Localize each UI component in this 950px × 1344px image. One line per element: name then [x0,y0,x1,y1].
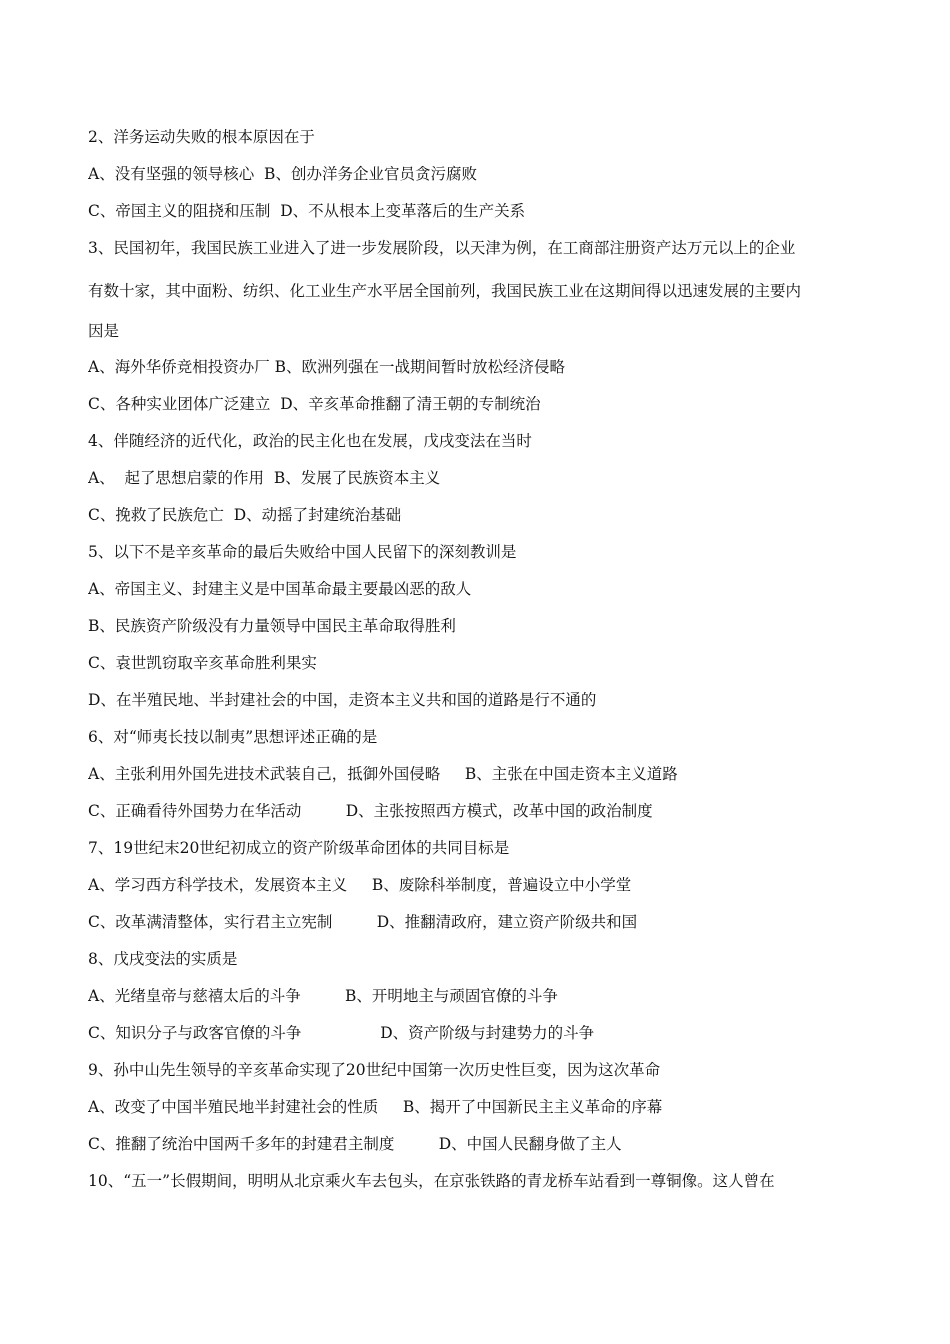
question-4-stem: 4、伴随经济的近代化，政治的民主化也在发展，戊戌变法在当时 [88,432,532,450]
question-3-stem-line-2: 有数十家，其中面粉、纺织、化工业生产水平居全国前列，我国民族工业在这期间得以迅速发展的主要内 [88,282,802,300]
question-7-stem: 7、19世纪末20世纪初成立的资产阶级革命团体的共同目标是 [88,839,510,857]
question-3-options-cd: C、各种实业团体广泛建立 D、辛亥革命推翻了清王朝的专制统治 [88,395,541,413]
question-10-stem: 10、“五一”长假期间，明明从北京乘火车去包头，在京张铁路的青龙桥车站看到一尊铜像。这人曾在 [88,1172,775,1190]
question-7-options-cd: C、改革满清整体，实行君主立宪制 D、推翻清政府，建立资产阶级共和国 [88,913,638,931]
question-3-options-ab: A、海外华侨竞相投资办厂 B、欧洲列强在一战期间暂时放松经济侵略 [88,358,566,376]
question-8-stem: 8、戊戌变法的实质是 [88,950,238,968]
question-4-options-cd: C、挽救了民族危亡 D、动摇了封建统治基础 [88,506,402,524]
question-5-option-c: C、袁世凯窃取辛亥革命胜利果实 [88,654,317,672]
question-6-options-ab: A、主张利用外国先进技术武装自己，抵御外国侵略 B、主张在中国走资本主义道路 [88,765,678,783]
question-5-stem: 5、以下不是辛亥革命的最后失败给中国人民留下的深刻教训是 [88,543,517,561]
question-9-stem: 9、孙中山先生领导的辛亥革命实现了20世纪中国第一次历史性巨变，因为这次革命 [88,1061,661,1079]
question-9-options-ab: A、改变了中国半殖民地半封建社会的性质 B、揭开了中国新民主主义革命的序幕 [88,1098,663,1116]
question-6-options-cd: C、正确看待外国势力在华活动 D、主张按照西方模式，改革中国的政治制度 [88,802,653,820]
question-5-option-b: B、民族资产阶级没有力量领导中国民主革命取得胜利 [88,617,456,635]
question-8-options-ab: A、光绪皇帝与慈禧太后的斗争 B、开明地主与顽固官僚的斗争 [88,987,558,1005]
question-2-options-cd: C、帝国主义的阻挠和压制 D、不从根本上变革落后的生产关系 [88,202,526,220]
question-5-option-d: D、在半殖民地、半封建社会的中国，走资本主义共和国的道路是行不通的 [88,691,597,709]
question-2-stem: 2、洋务运动失败的根本原因在于 [88,128,315,146]
question-3-stem-line-1: 3、民国初年，我国民族工业进入了进一步发展阶段，以天津为例，在工商部注册资产达万元以上的企业 [88,239,796,257]
question-3-stem-line-3: 因是 [88,322,120,340]
question-7-options-ab: A、学习西方科学技术，发展资本主义 B、废除科举制度，普遍设立中小学堂 [88,876,632,894]
question-2-options-ab: A、没有坚强的领导核心 B、创办洋务企业官员贪污腐败 [88,165,477,183]
question-9-options-cd: C、推翻了统治中国两千多年的封建君主制度 D、中国人民翻身做了主人 [88,1135,622,1153]
question-8-options-cd: C、知识分子与政客官僚的斗争 D、资产阶级与封建势力的斗争 [88,1024,595,1042]
question-4-options-ab: A、 起了思想启蒙的作用 B、发展了民族资本主义 [88,469,441,487]
question-6-stem: 6、对“师夷长技以制夷”思想评述正确的是 [88,728,378,746]
question-5-option-a: A、帝国主义、封建主义是中国革命最主要最凶恶的敌人 [88,580,472,598]
